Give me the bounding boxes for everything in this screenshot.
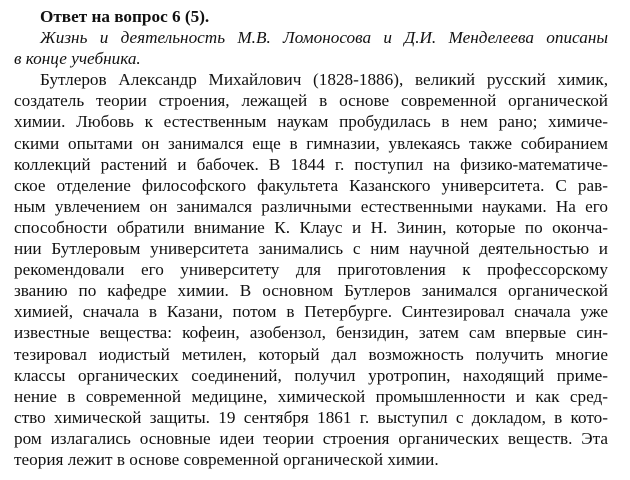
body-line-18: ром излагались основные идеи теории строения органических веществ. Эта — [14, 428, 608, 448]
body-line-15: классы органических соединений, получил уротропин, находящий приме- — [14, 365, 608, 385]
body-line-12: химией, сначала в Казани, потом в Петербурге. Синтезировал сначала уже — [14, 302, 608, 322]
body-line-16: нение в современной медицине, химической промышленности и как сред- — [14, 386, 608, 406]
body-line-2: создатель теории строения, лежащей в основе современной органической — [14, 91, 608, 111]
body-line-14: тезировал иодистый метилен, который дал возможность получить многие — [14, 344, 608, 364]
answer-heading: Ответ на вопрос 6 (5). — [40, 7, 210, 26]
intro-line-1: Жизнь и деятельность М.В. Ломоносова и Д.И. Менделеева описаны — [40, 28, 608, 48]
body-line-8: способности обратили внимание К. Клаус и Н. Зинин, которые по оконча- — [14, 217, 608, 237]
body-line-19: теория лежит в основе современной органической химии. — [14, 449, 439, 469]
body-line-5: коллекций растений и бабочек. В 1844 г. поступил на физико-математиче- — [14, 154, 608, 174]
body-line-9: нии Бутлеровым университета занимались с ним научной деятельностью и — [14, 239, 608, 259]
body-line-1: Бутлеров Александр Михайлович (1828-1886), великий русский химик, — [40, 70, 608, 90]
answer-text-block — [14, 6, 608, 470]
body-line-3: химии. Любовь к естественным наукам пробудилась в нем рано; химиче- — [14, 112, 608, 132]
body-line-6: ское отделение философского факультета Казанского университета. С рав- — [14, 175, 608, 195]
body-line-17: ство химической защиты. 19 сентября 1861 г. выступил с докладом, в кото- — [14, 407, 608, 427]
body-line-11: званию по кафедре химии. В основном Бутлеров занимался органической — [14, 281, 608, 301]
body-line-4: скими опытами он занимался еще в гимназии, увлекаясь также собиранием — [14, 133, 608, 153]
body-line-10: рекомендовали его университету для приготовления к профессорскому — [14, 260, 608, 280]
body-line-7: ным увлечением он занимался различными естественными науками. На его — [14, 196, 608, 216]
body-line-13: известные вещества: кофеин, азобензол, бензидин, затем сам впервые син- — [14, 323, 608, 343]
intro-line-2: в конце учебника. — [14, 49, 141, 69]
